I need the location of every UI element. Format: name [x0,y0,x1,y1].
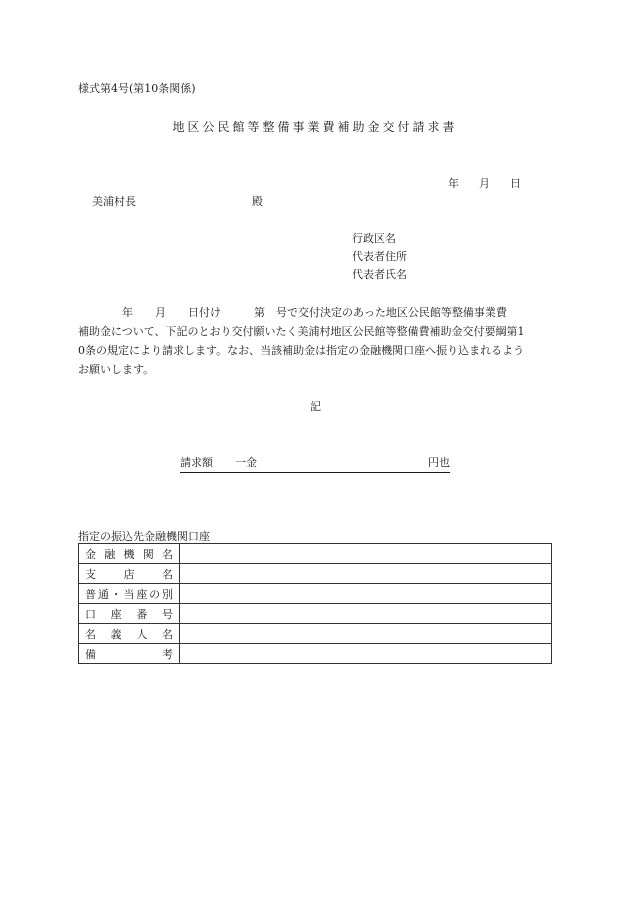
applicant-address-label: 代表者住所 [352,250,407,263]
document-title: 地区公民館等整備事業費補助金交付請求書 [172,120,458,134]
account-row-label: 支店名 [79,564,180,584]
form-number: 様式第4号(第10条関係) [78,82,196,95]
body-line: 0条の規定により請求します。なお、当該補助金は指定の金融機関口座へ振り込まれるよう [78,344,525,357]
account-row-value[interactable] [180,644,552,664]
account-caption: 指定の振込先金融機関口座 [78,530,210,543]
body-line: お願いします。 [78,363,155,376]
account-row-value[interactable] [180,604,552,624]
account-row-label: 口座番号 [79,604,180,624]
account-row-label: 普通・当座の別 [79,584,180,604]
account-table [78,543,552,664]
claim-amount-line [180,454,450,473]
applicant-district-label: 行政区名 [352,232,396,245]
date-day-label: 日 [510,177,521,190]
applicant-name-label: 代表者氏名 [352,268,407,281]
account-row-label: 備考 [79,644,180,664]
body-line: 年 月 日付け 第 号で交付決定のあった地区公民館等整備事業費 [78,306,507,319]
claim-suffix: 円也 [428,456,450,469]
addressee [92,193,263,209]
addressee-honorific: 殿 [252,195,263,208]
claim-label: 請求額 [180,456,213,469]
account-row-label: 名義人名 [79,624,180,644]
addressee-name: 美浦村長 [92,195,136,208]
date-year-label: 年 [448,177,459,190]
table-row [79,584,552,604]
table-row [79,564,552,584]
account-row-label: 金融機関名 [79,544,180,564]
applicant-block [352,230,407,284]
body-line: 補助金について、下記のとおり交付願いたく美浦村地区公民館等整備費補助金交付要綱第1 [78,325,525,338]
table-row [79,624,552,644]
account-row-value[interactable] [180,624,552,644]
date-line [448,175,541,191]
request-body [78,303,558,379]
claim-ichi: 一金 [235,456,257,469]
table-row [79,544,552,564]
table-row [79,644,552,664]
account-row-value[interactable] [180,584,552,604]
date-month-label: 月 [479,177,490,190]
account-row-value[interactable] [180,544,552,564]
account-row-value[interactable] [180,564,552,584]
ki-heading: 記 [310,400,321,413]
table-row [79,604,552,624]
